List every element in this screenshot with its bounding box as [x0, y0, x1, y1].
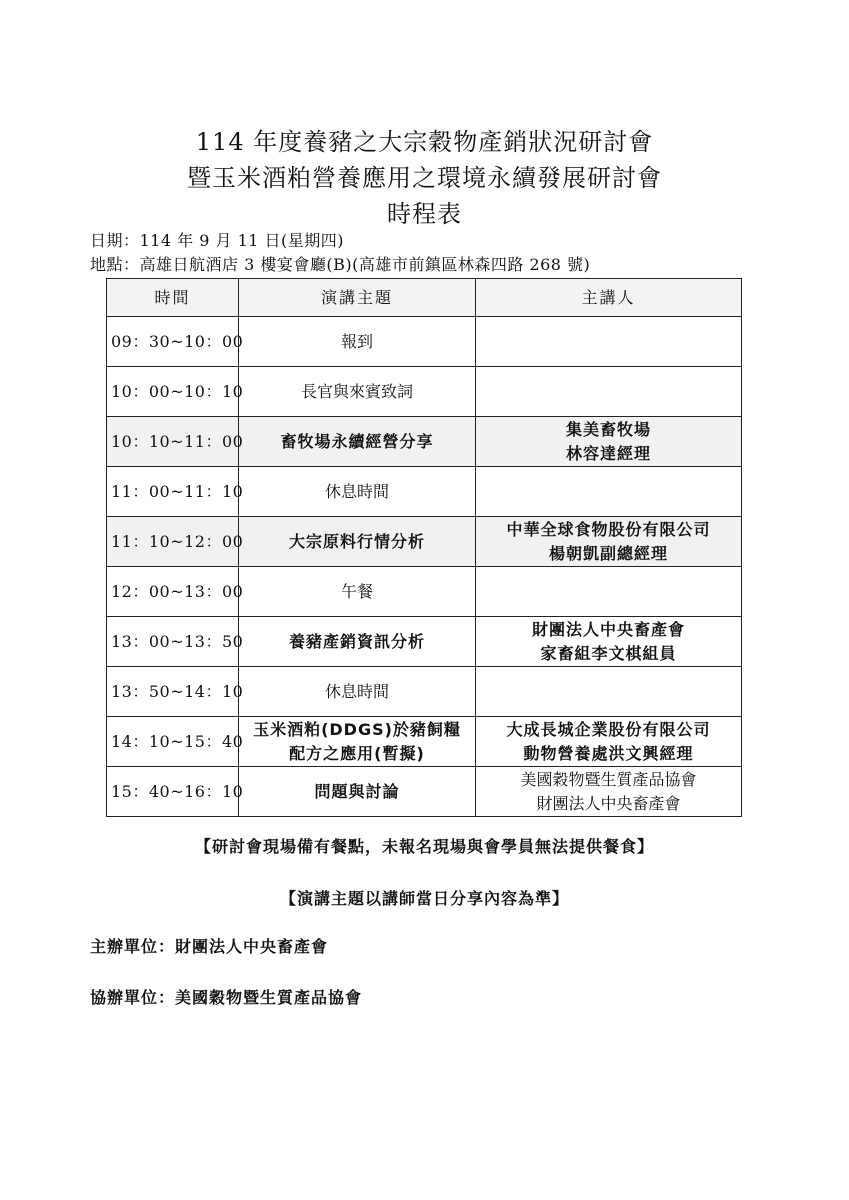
event-venue: 地點：高雄日航酒店 3 樓宴會廳(B)(高雄市前鎮區林森四路 268 號): [90, 255, 591, 274]
row-time: 10：10~11：00: [107, 417, 239, 467]
topic-line-1: 玉米酒粕(DDGS)於豬飼糧: [253, 719, 461, 739]
title-line-3: 時程表: [387, 200, 462, 228]
schedule-header-row: [107, 279, 742, 317]
row-speaker: [476, 767, 742, 817]
header-time: 時間: [107, 279, 239, 317]
row-topic: [239, 717, 476, 767]
speaker-org: 財團法人中央畜產會: [531, 619, 685, 639]
schedule-row: [107, 767, 742, 817]
row-speaker: [476, 467, 742, 517]
row-speaker: [476, 417, 742, 467]
row-time: 10：00~10：10: [107, 367, 239, 417]
topic-notice: 【演講主題以講師當日分享內容為準】: [279, 889, 569, 908]
row-topic: 問題與討論: [239, 767, 476, 817]
row-speaker: [476, 617, 742, 667]
schedule-table: [106, 278, 742, 817]
topic-line-2: 配方之應用(暫擬): [289, 743, 425, 763]
row-speaker: [476, 567, 742, 617]
row-topic: 午餐: [239, 567, 476, 617]
row-topic: 休息時間: [239, 667, 476, 717]
organizer: 主辦單位：財團法人中央畜產會: [90, 937, 329, 956]
row-time: 13：00~13：50: [107, 617, 239, 667]
row-topic: 休息時間: [239, 467, 476, 517]
speaker-name: 林容達經理: [565, 443, 651, 463]
schedule-row: [107, 367, 742, 417]
schedule-row: [107, 517, 742, 567]
title-line-2: 暨玉米酒粕營養應用之環境永續發展研討會: [187, 164, 662, 192]
schedule-row: [107, 467, 742, 517]
schedule-row: [107, 417, 742, 467]
speaker-org: 財團法人中央畜產會: [536, 793, 681, 813]
row-topic: 畜牧場永續經營分享: [239, 417, 476, 467]
row-speaker: [476, 517, 742, 567]
row-speaker: [476, 367, 742, 417]
row-time: 12：00~13：00: [107, 567, 239, 617]
row-time: 13：50~14：10: [107, 667, 239, 717]
speaker-name: 楊朝凱副總經理: [548, 543, 668, 563]
row-time: 11：00~11：10: [107, 467, 239, 517]
speaker-name: 家畜組李文棋組員: [540, 643, 677, 663]
co-organizer: 協辦單位：美國穀物暨生質產品協會: [90, 988, 363, 1007]
speaker-org: 集美畜牧場: [565, 419, 651, 439]
event-date: 日期：114 年 9 月 11 日(星期四): [90, 231, 344, 250]
row-topic: 報到: [239, 317, 476, 367]
document-title-block: [0, 124, 849, 232]
meal-notice: 【研討會現場備有餐點，未報名現場與會學員無法提供餐食】: [194, 837, 654, 856]
schedule-row: [107, 617, 742, 667]
schedule-row: [107, 667, 742, 717]
speaker-org: 大成長城企業股份有限公司: [506, 719, 711, 739]
row-time: 14：10~15：40: [107, 717, 239, 767]
title-line-1: 114 年度養豬之大宗穀物產銷狀況研討會: [195, 128, 654, 156]
row-speaker: [476, 317, 742, 367]
row-time: 09：30~10：00: [107, 317, 239, 367]
schedule-row: [107, 317, 742, 367]
schedule-row: [107, 567, 742, 617]
row-topic: 大宗原料行情分析: [239, 517, 476, 567]
row-time: 11：10~12：00: [107, 517, 239, 567]
header-topic: 演講主題: [239, 279, 476, 317]
speaker-org: 中華全球食物股份有限公司: [506, 519, 711, 539]
schedule-row: [107, 717, 742, 767]
header-speaker: 主講人: [476, 279, 742, 317]
speaker-name: 動物營養處洪文興經理: [523, 743, 694, 763]
row-speaker: [476, 717, 742, 767]
row-topic: 長官與來賓致詞: [239, 367, 476, 417]
row-time: 15：40~16：10: [107, 767, 239, 817]
row-speaker: [476, 667, 742, 717]
row-topic: 養豬產銷資訊分析: [239, 617, 476, 667]
speaker-org: 美國穀物暨生質產品協會: [520, 769, 697, 789]
